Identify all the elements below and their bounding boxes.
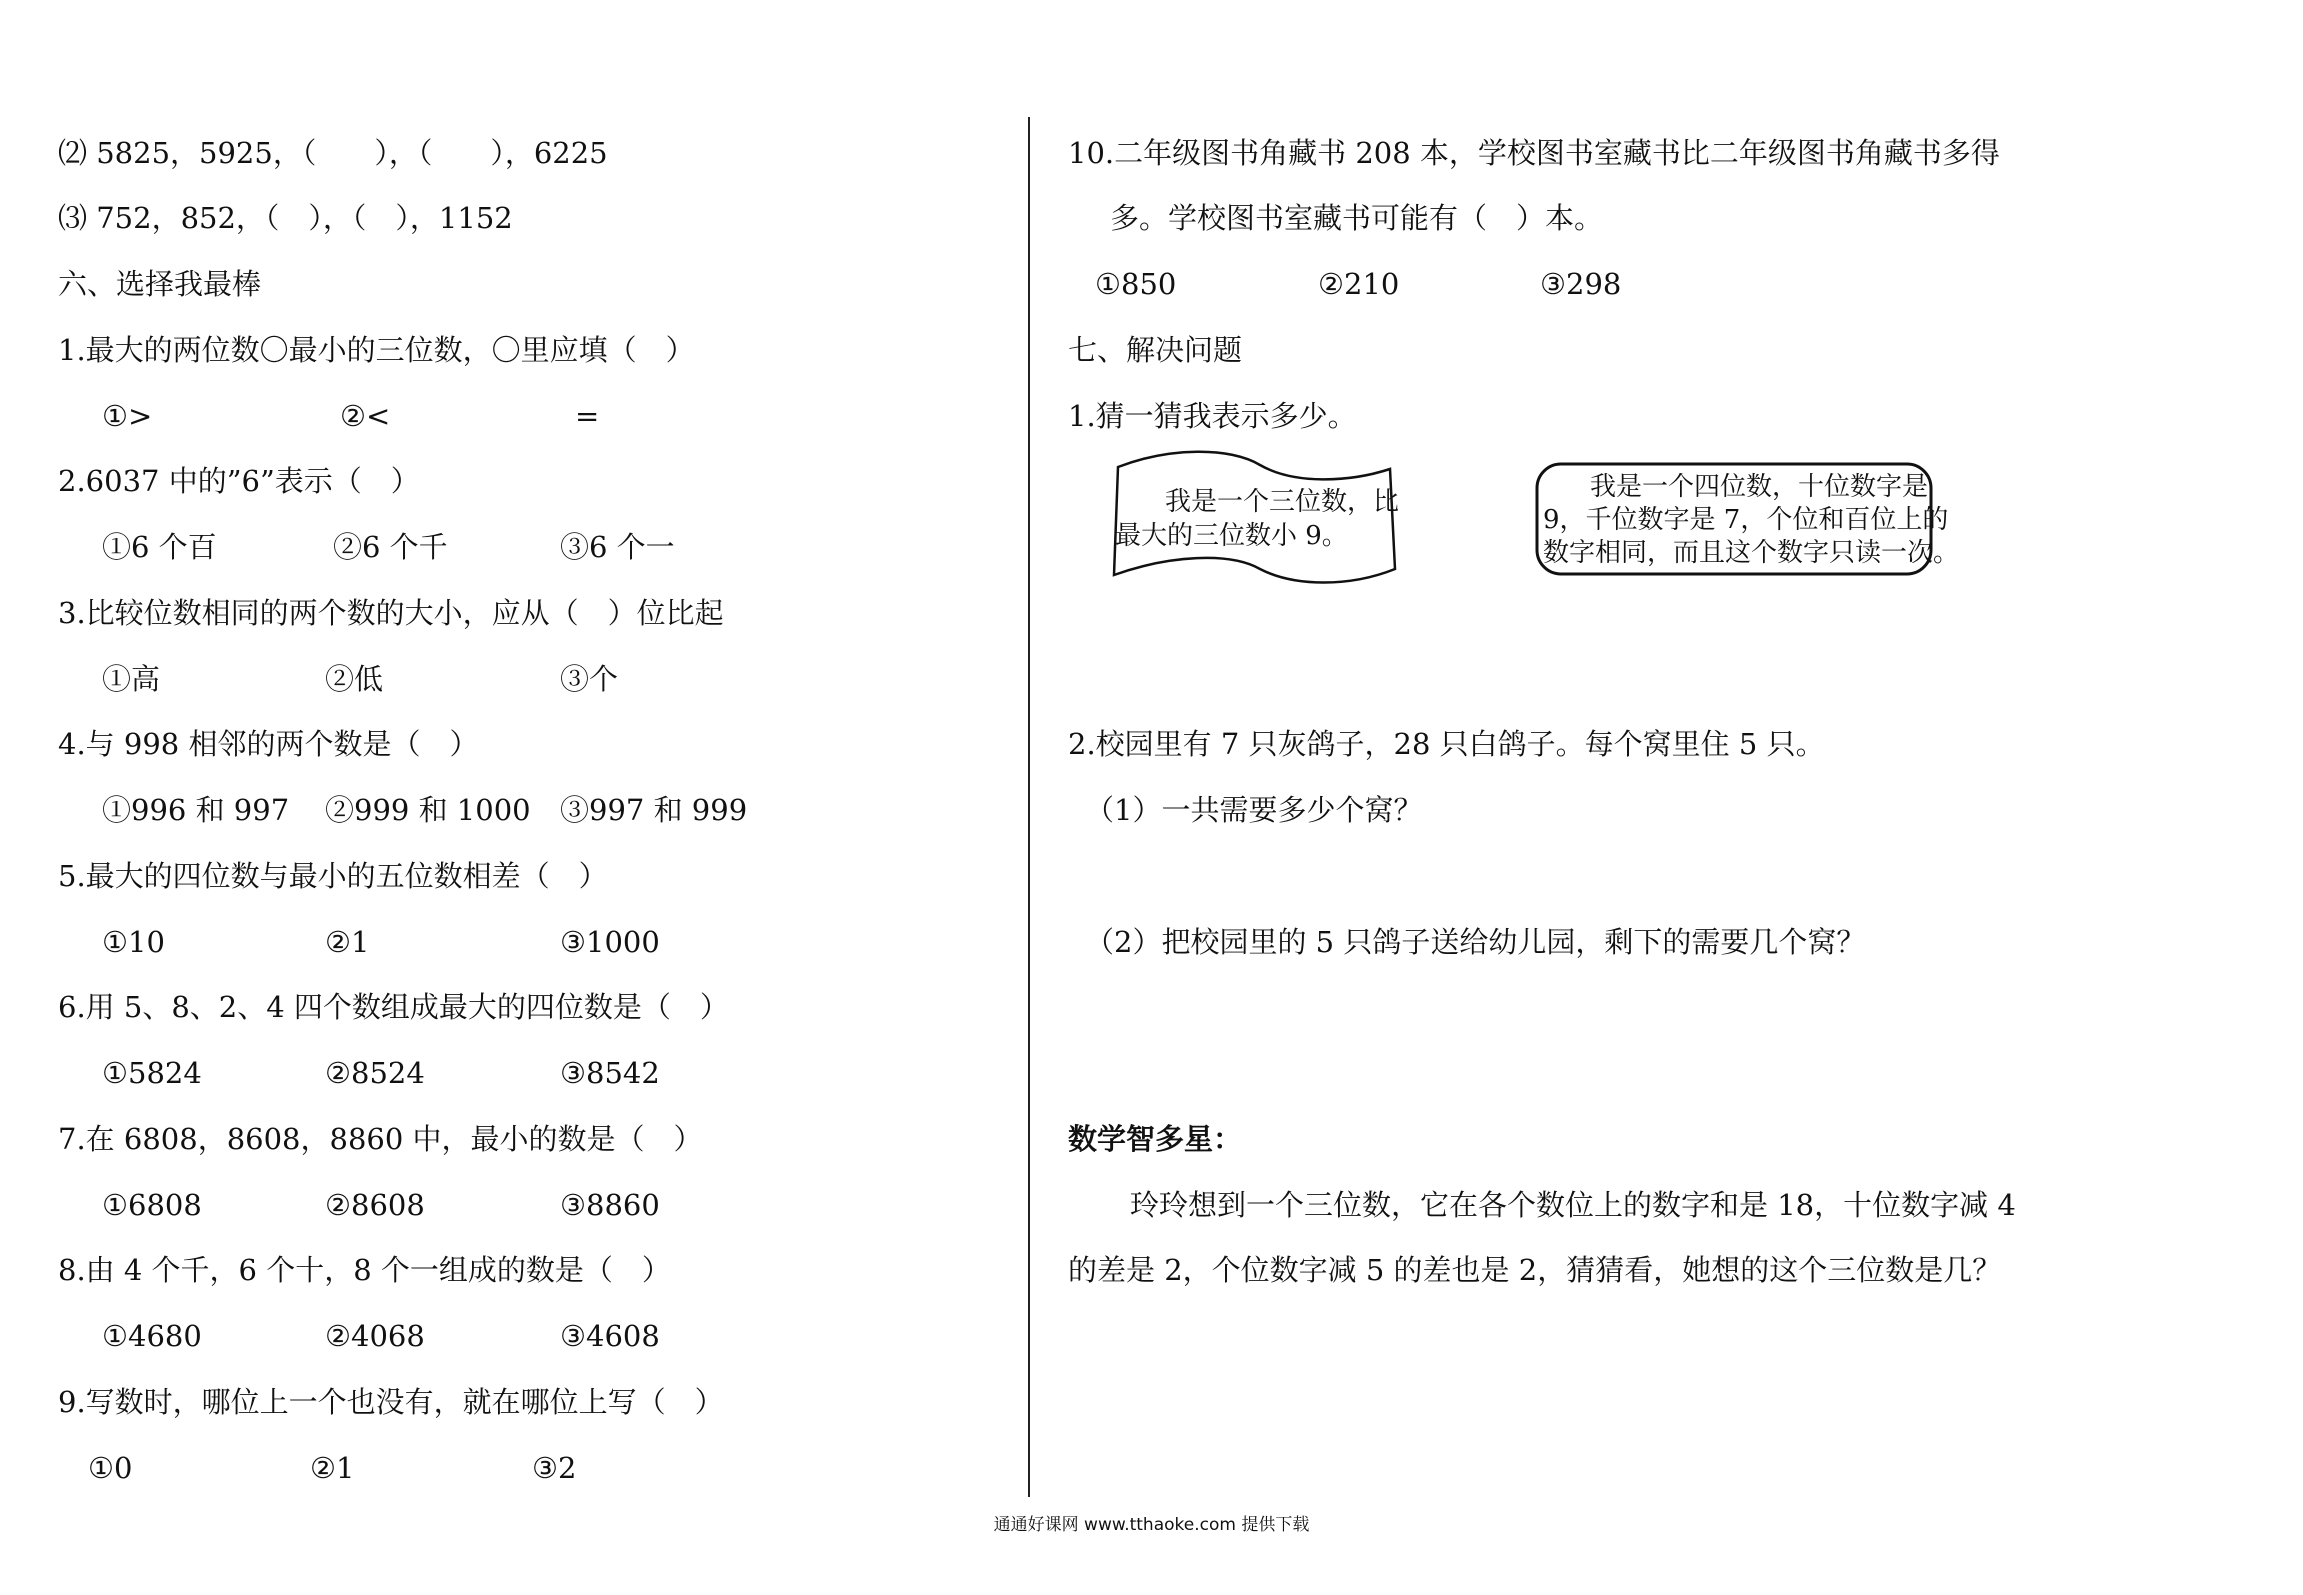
q8-option-2: ②4068	[325, 1319, 425, 1353]
question-7: 7.在 6808，8608，8860 中，最小的数是（ ）	[58, 1122, 703, 1156]
sequence-2: ⑵ 5825，5925，（ ），（ ），6225	[58, 136, 608, 170]
problem-1: 1.猜一猜我表示多少。	[1068, 399, 1357, 433]
question-8: 8.由 4 个千，6 个十，8 个一组成的数是（ ）	[58, 1253, 671, 1287]
sequence-3: ⑶ 752，852，（ ），（ ），1152	[58, 201, 513, 235]
question-5: 5.最大的四位数与最小的五位数相差（ ）	[58, 859, 608, 893]
q4-option-3: ③997 和 999	[560, 793, 748, 827]
q5-option-3: ③1000	[560, 925, 660, 959]
problem-2-part-2: （2）把校园里的 5 只鸽子送给幼儿园，剩下的需要几个窝？	[1085, 925, 1866, 959]
q4-option-2: ②999 和 1000	[325, 793, 531, 827]
q3-option-3: ③个	[560, 662, 619, 696]
question-9: 9.写数时，哪位上一个也没有，就在哪位上写（ ）	[58, 1385, 724, 1419]
q4-option-1: ①996 和 997	[102, 793, 290, 827]
q2-option-2: ②6 个千	[333, 530, 448, 564]
q10-option-2: ②210	[1318, 267, 1400, 301]
q8-option-3: ③4608	[560, 1319, 660, 1353]
bonus-text-line-1: 玲玲想到一个三位数，它在各个数位上的数字和是 18，十位数字减 4	[1130, 1188, 2016, 1222]
banner-text-line-2: 最大的三位数小 9。	[1115, 521, 1348, 551]
question-10-line-2: 多。学校图书室藏书可能有（ ）本。	[1110, 201, 1604, 235]
q1-option-3: =	[575, 399, 600, 433]
problem-2: 2.校园里有 7 只灰鸽子，28 只白鸽子。每个窝里住 5 只。	[1068, 727, 1825, 761]
problem-2-part-1: （1）一共需要多少个窝？	[1085, 793, 1423, 827]
column-divider	[1028, 117, 1030, 1497]
q9-option-3: ③2	[532, 1451, 577, 1485]
q7-option-1: ①6808	[102, 1188, 202, 1222]
rounded-box-text-line-3: 数字相同，而且这个数字只读一次。	[1543, 538, 1960, 568]
q9-option-2: ②1	[310, 1451, 355, 1485]
q2-option-1: ①6 个百	[102, 530, 217, 564]
q6-option-2: ②8524	[325, 1056, 425, 1090]
q1-option-1: ①>	[102, 399, 153, 433]
bonus-heading: 数学智多星：	[1068, 1122, 1243, 1156]
bonus-text-line-2: 的差是 2，个位数字减 5 的差也是 2，猜猜看，她想的这个三位数是几？	[1068, 1253, 2002, 1287]
q3-option-2: ②低	[325, 662, 384, 696]
question-4: 4.与 998 相邻的两个数是（ ）	[58, 727, 479, 761]
q10-option-1: ①850	[1095, 267, 1177, 301]
q9-option-1: ①0	[88, 1451, 133, 1485]
q7-option-2: ②8608	[325, 1188, 425, 1222]
question-10-line-1: 10.二年级图书角藏书 208 本，学校图书室藏书比二年级图书角藏书多得	[1068, 136, 2000, 170]
q5-option-2: ②1	[325, 925, 370, 959]
question-3: 3.比较位数相同的两个数的大小，应从（ ）位比起	[58, 596, 724, 630]
rounded-box-text-line-2: 9，千位数字是 7，个位和百位上的	[1543, 505, 1949, 535]
q6-option-3: ③8542	[560, 1056, 660, 1090]
question-6: 6.用 5、8、2、4 四个数组成最大的四位数是（ ）	[58, 990, 729, 1024]
q7-option-3: ③8860	[560, 1188, 660, 1222]
q8-option-1: ①4680	[102, 1319, 202, 1353]
q10-option-3: ③298	[1540, 267, 1622, 301]
footer-credit: 通通好课网 www.tthaoke.com 提供下载	[993, 1515, 1310, 1535]
rounded-box-text-line-1: 我是一个四位数，十位数字是	[1590, 472, 1929, 502]
banner-text-line-1: 我是一个三位数，比	[1165, 487, 1400, 517]
q2-option-3: ③6 个一	[560, 530, 675, 564]
q3-option-1: ①高	[102, 662, 161, 696]
section-7-heading: 七、解决问题	[1068, 333, 1243, 367]
q6-option-1: ①5824	[102, 1056, 202, 1090]
question-2: 2.6037 中的”6”表示（ ）	[58, 464, 420, 498]
q1-option-2: ②<	[340, 399, 391, 433]
q5-option-1: ①10	[102, 925, 165, 959]
question-1: 1.最大的两位数〇最小的三位数，〇里应填（ ）	[58, 333, 695, 367]
section-6-heading: 六、选择我最棒	[58, 267, 262, 301]
